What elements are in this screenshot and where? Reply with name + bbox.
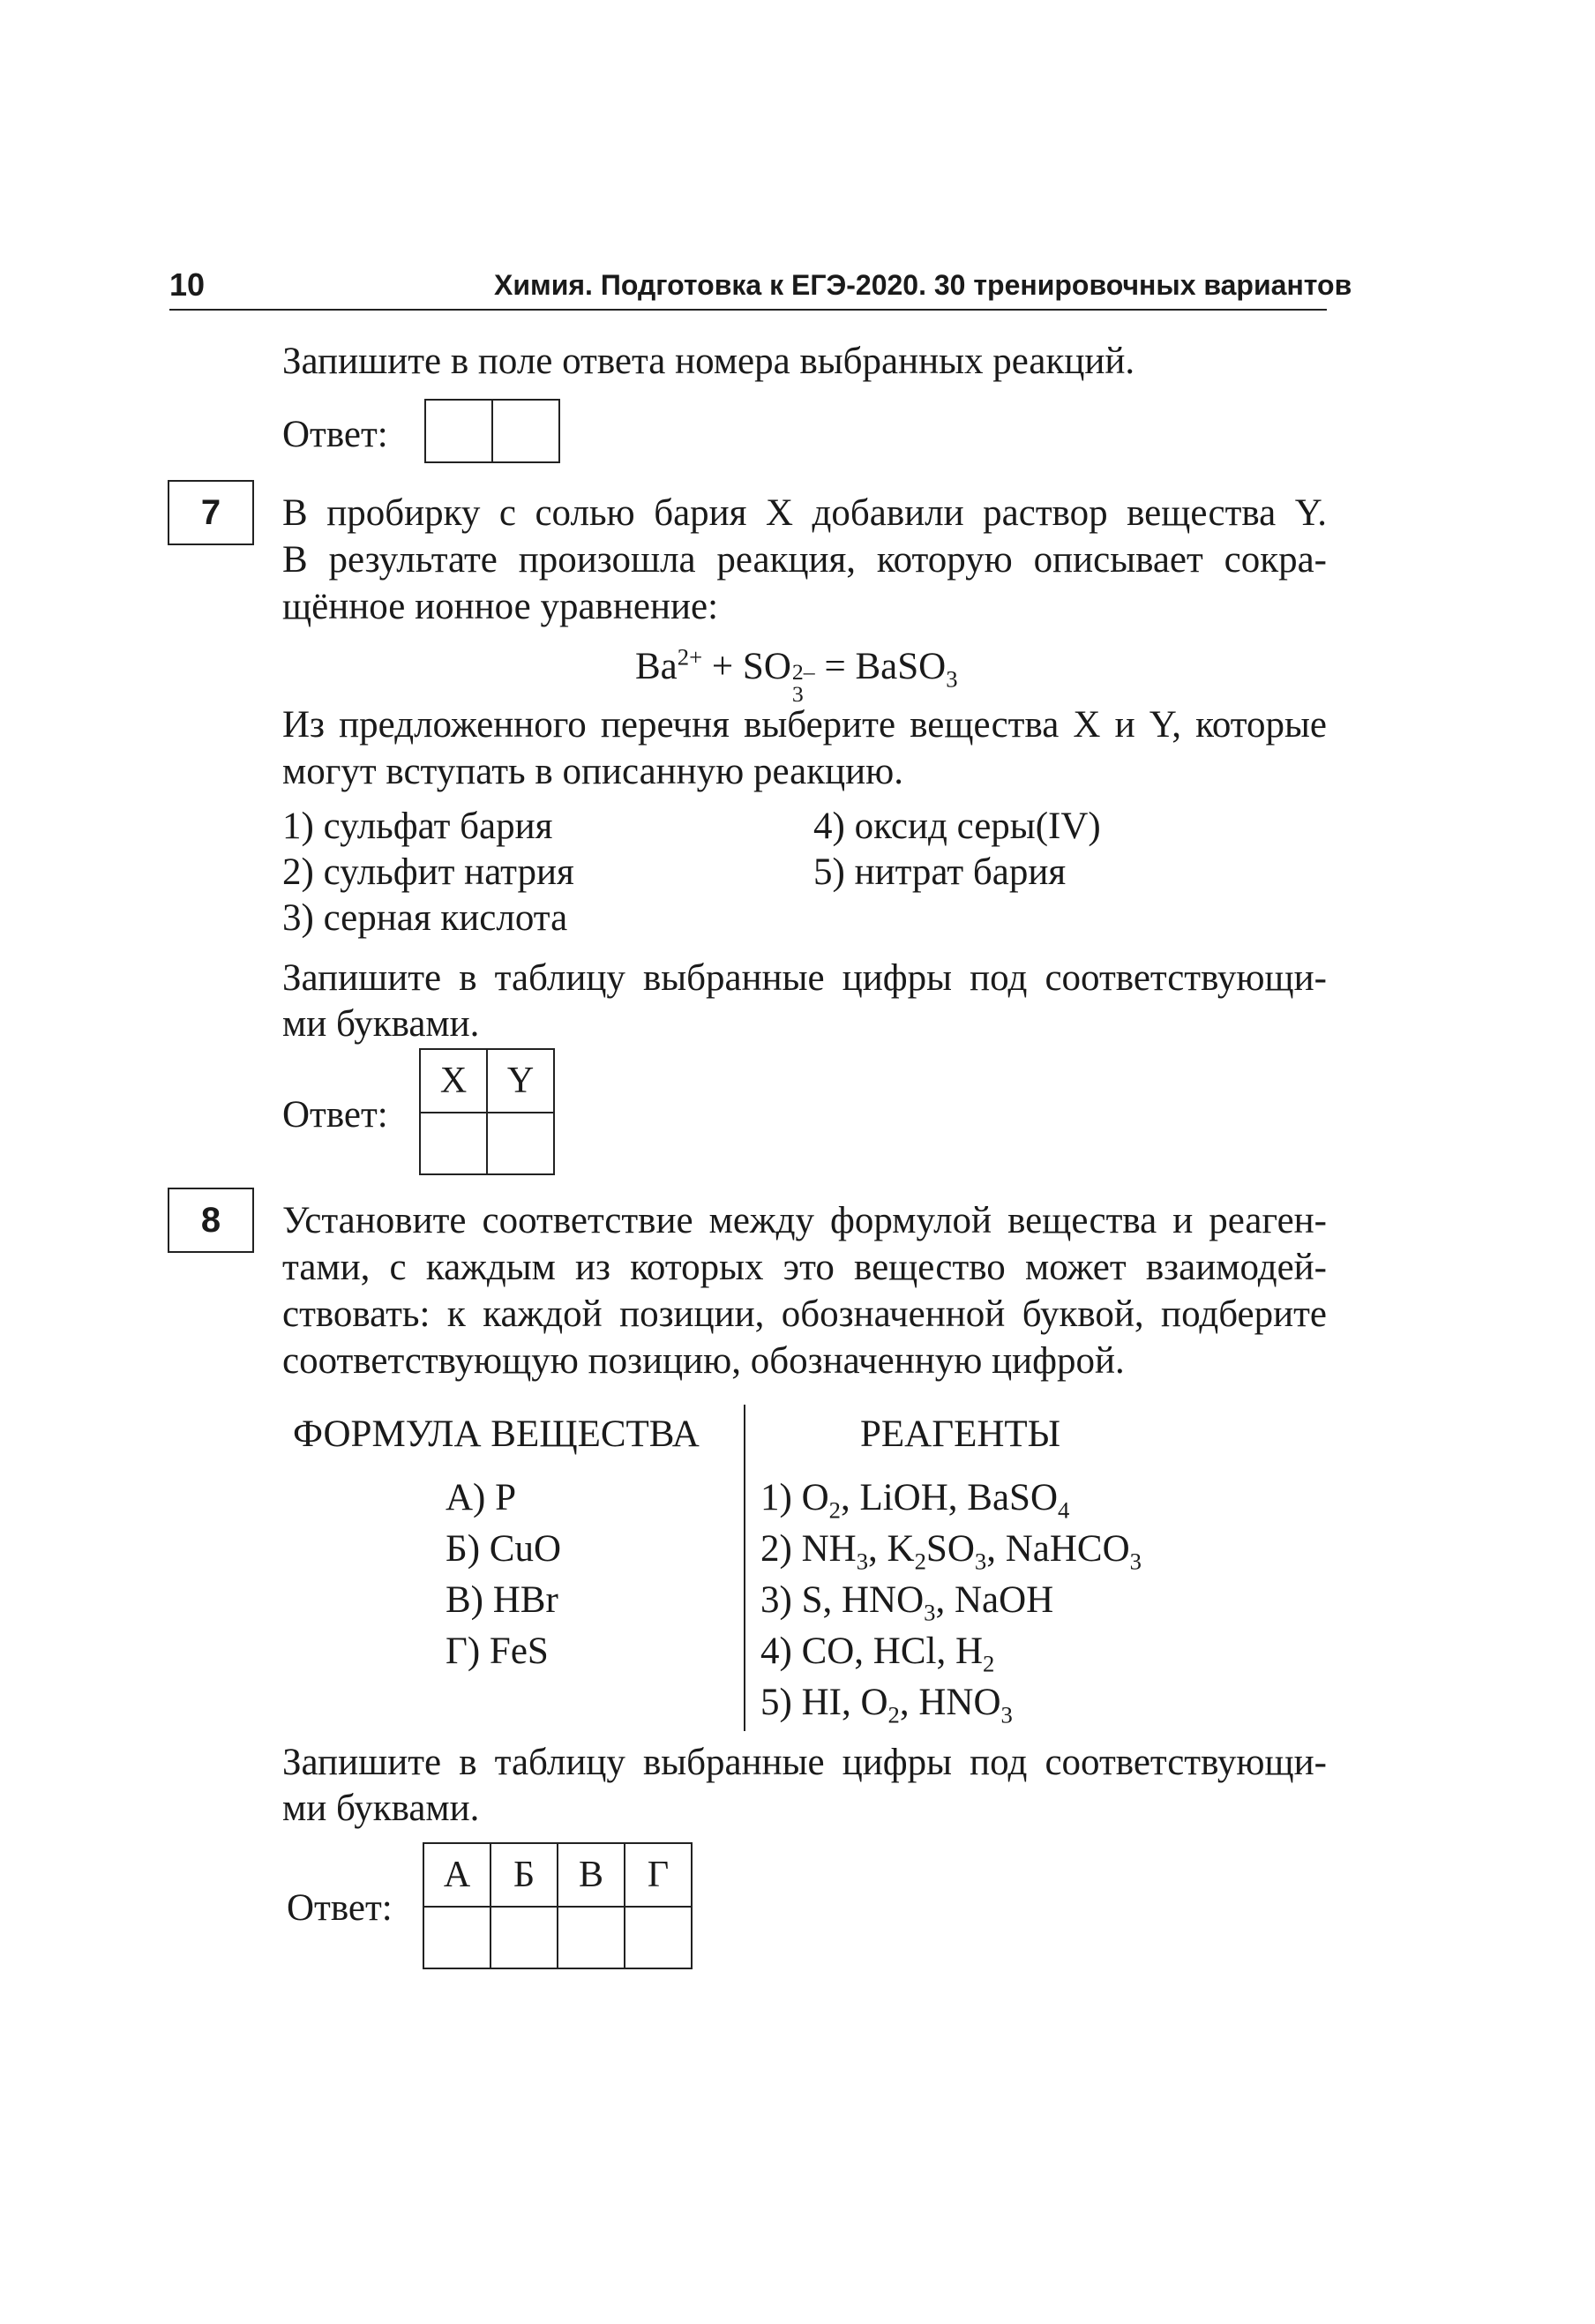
task7-prompt-line: могут вступать в описанную реакцию.: [282, 751, 904, 792]
answer-header-b: Б: [490, 1843, 558, 1907]
task8-answer-grid: [423, 1842, 693, 1969]
task6-answer-label: Ответ:: [282, 414, 388, 455]
task6-instruction: Запишите в поле ответа номера выбранных реакций.: [282, 341, 1135, 382]
answer-header-g: Г: [625, 1843, 692, 1907]
answer-header-v: В: [558, 1843, 625, 1907]
formula-item: Б) CuO: [446, 1528, 561, 1570]
option-item: 3) серная кислота: [282, 897, 568, 939]
answer-cell[interactable]: [487, 1113, 554, 1174]
reagents-column-header: РЕАГЕНТЫ: [860, 1413, 1061, 1455]
option-item: 4) оксид серы(IV): [813, 806, 1101, 847]
task8-text-line: тами, с каждым из которых это вещество может взаимодей-: [282, 1247, 1327, 1288]
task7-prompt-line: Из предложенного перечня выберите вещества X и Y, которые: [282, 704, 1327, 746]
answer-header-a: А: [423, 1843, 490, 1907]
formula-item: Г) FeS: [446, 1631, 549, 1672]
task7-text-line: щённое ионное уравнение:: [282, 586, 719, 627]
answer-cell[interactable]: [425, 400, 492, 462]
page-number: 10: [169, 266, 206, 303]
task8-text-line: Установите соответствие между формулой вещества и реаген-: [282, 1200, 1327, 1241]
formula-column-header: ФОРМУЛА ВЕЩЕСТВА: [293, 1413, 700, 1455]
task8-instruction-line: Запишите в таблицу выбранные цифры под соответствующи-: [282, 1742, 1327, 1783]
option-item: 1) сульфат бария: [282, 806, 553, 847]
task7-answer-grid: [419, 1048, 555, 1175]
ionic-equation: $Ba^{2+}$ + SO 2– 3 = BaSO$_3$: [635, 643, 958, 707]
task8-instruction-line: ми буквами.: [282, 1788, 480, 1829]
task7-instruction-line: Запишите в таблицу выбранные цифры под соответствующи-: [282, 957, 1327, 999]
reagent-item: 1) $O_2$, LiOH, BaSO$_4$: [760, 1477, 1070, 1524]
reagent-item: 4) CO, HCl, $H_2$: [760, 1631, 995, 1677]
answer-header-x: X: [420, 1049, 487, 1113]
answer-cell[interactable]: [558, 1907, 625, 1968]
task7-text-line: В результате произошла реакция, которую описывает сокра-: [282, 539, 1327, 581]
column-divider: [744, 1405, 745, 1731]
task8-text-line: ствовать: к каждой позиции, обозначенной буквой, подберите: [282, 1293, 1327, 1335]
task-number-box: 8: [168, 1188, 254, 1253]
answer-cell[interactable]: [492, 400, 559, 462]
answer-cell[interactable]: [625, 1907, 692, 1968]
task7-instruction-line: ми буквами.: [282, 1003, 480, 1045]
formula-item: В) HBr: [446, 1579, 558, 1621]
task8-text-line: соответствующую позицию, обозначенную цифрой.: [282, 1340, 1125, 1382]
answer-cell[interactable]: [423, 1907, 490, 1968]
option-item: 2) сульфит натрия: [282, 851, 574, 893]
reagent-item: 3) S, $HNO_3$, NaOH: [760, 1579, 1054, 1626]
task-number-box: 7: [168, 480, 254, 545]
task8-answer-label: Ответ:: [287, 1887, 393, 1929]
formula-item: А) P: [446, 1477, 517, 1518]
reagent-item: 5) HI, $O_2$, $HNO_3$: [760, 1682, 1013, 1728]
task6-answer-grid: [424, 399, 560, 463]
task7-answer-label: Ответ:: [282, 1094, 388, 1136]
header-rule: [169, 309, 1327, 311]
option-item: 5) нитрат бария: [813, 851, 1067, 893]
answer-cell[interactable]: [490, 1907, 558, 1968]
running-title: Химия. Подготовка к ЕГЭ-2020. 30 тренировочных вариантов: [494, 269, 1352, 301]
task7-text-line: В пробирку с солью бария X добавили раствор вещества Y.: [282, 492, 1327, 534]
reagent-item: 2) $NH_3$, $K_2SO_3$, NaHCO$_3$: [760, 1528, 1142, 1575]
answer-header-y: Y: [487, 1049, 554, 1113]
answer-cell[interactable]: [420, 1113, 487, 1174]
